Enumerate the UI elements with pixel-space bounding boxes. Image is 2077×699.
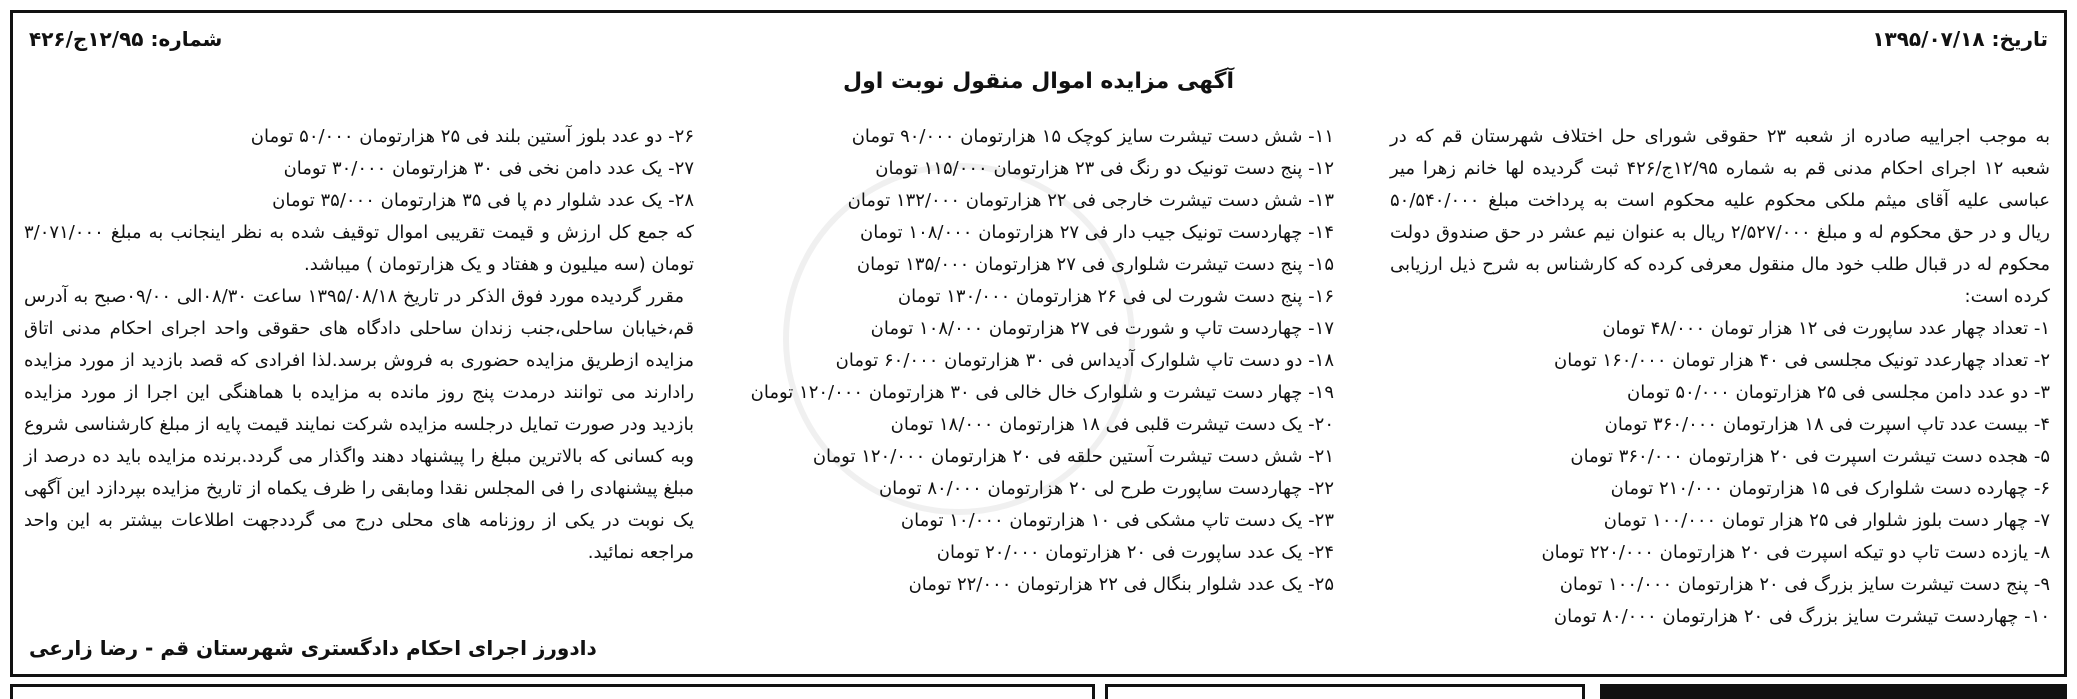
list-item: ۲۷- یک عدد دامن نخی فی ۳۰ هزارتومان ۳۰/۰۰۰ تومان bbox=[283, 158, 694, 179]
column-left bbox=[24, 121, 694, 569]
list-item: ۱۹- چهار دست تیشرت و شلوارک خال خالی فی ۳۰ هزارتومان ۱۲۰/۰۰۰ تومان bbox=[750, 382, 1334, 403]
list-item: ۲۶- دو عدد بلوز آستین بلند فی ۲۵ هزارتومان ۵۰/۰۰۰ تومان bbox=[250, 126, 694, 147]
auction-notice bbox=[10, 10, 2067, 677]
list-item: ۴- بیست عدد تاپ اسپرت فی ۱۸ هزارتومان ۳۶۰/۰۰۰ تومان bbox=[1604, 414, 2050, 435]
list-item: ۲۰- یک دست تیشرت قلبی فی ۱۸ هزارتومان ۱۸/۰۰۰ تومان bbox=[890, 414, 1334, 435]
list-item: ۱۰- چهاردست تیشرت سایز بزرگ فی ۲۰ هزارتومان ۸۰/۰۰۰ تومان bbox=[1553, 606, 2050, 627]
list-item: ۳- دو عدد دامن مجلسی فی ۲۵ هزارتومان ۵۰/۰۰۰ تومان bbox=[1626, 382, 2050, 403]
list-item: ۲۴- یک عدد ساپورت فی ۲۰ هزارتومان ۲۰/۰۰۰ تومان bbox=[936, 542, 1334, 563]
list-item: ۸- یازده دست تاپ دو تیکه اسپرت فی ۲۰ هزارتومان ۲۲۰/۰۰۰ تومان bbox=[1541, 542, 2050, 563]
items-list-2 bbox=[734, 121, 1334, 601]
total-paragraph: که جمع کل ارزش و قیمت تقریبی اموال توقیف شده به نظر اینجانب به مبلغ ۳/۰۷۱/۰۰۰ تومان (سه میلیون و هفتاد و یک هزارتومان ) میباشد. bbox=[24, 222, 694, 275]
list-item: ۱۵- پنج دست تیشرت شلواری فی ۲۷ هزارتومان ۱۳۵/۰۰۰ تومان bbox=[856, 254, 1334, 275]
next-notice-frame-left bbox=[10, 684, 1095, 699]
list-item: ۱۳- شش دست تیشرت خارجی فی ۲۲ هزارتومان ۱۳۲/۰۰۰ تومان bbox=[847, 190, 1334, 211]
list-item: ۵- هجده دست تیشرت اسپرت فی ۲۰ هزارتومان ۳۶۰/۰۰۰ تومان bbox=[1570, 446, 2050, 467]
auction-paragraph: مقرر گردیده مورد فوق الذکر در تاریخ ۱۳۹۵/۰۸/۱۸ ساعت ۰۸/۳۰الی ۰۹/۰۰صبح به آدرس قم،خیابان ساحلی،جنب زندان ساحلی دادگاه های حقوقی واحد اجرای احکام مدنی اتاق مزایده ازطریق مزایده حضوری به فروش برسد.لذا افرادی که قصد بازدید از مورد مزایده رادارند می توانند درمدت پنج روز مانده به مزایده با هماهنگی این اجرا از مورد مزایده بازدید ودر صورت تمایل درجلسه مزایده شرکت نمایند قیمت پایه از مبلغ کارشناسی شروع وبه کسانی که بالاترین مبلغ را پیشنهاد دهند واگذار می گردد.برنده مزایده باید ده درصد از مبلغ پیشنهادی را فی المجلس نقدا ومابقی را ظرف یکماه از تاریخ مزایده بپردازد این آگهی یک نوبت در یکی از روزنامه های محلی درج می گرددجهت اطلاعات بیشتر به این واحد مراجعه نمائید. bbox=[23, 286, 694, 563]
next-notice-frame-middle bbox=[1105, 684, 1585, 699]
list-item: ۱- تعداد چهار عدد ساپورت فی ۱۲ هزار تومان ۴۸/۰۰۰ تومان bbox=[1602, 318, 2050, 339]
list-item: ۱۱- شش دست تیشرت سایز کوچک ۱۵ هزارتومان ۹۰/۰۰۰ تومان bbox=[851, 126, 1334, 147]
notice-number: شماره: ۱۲/۹۵ج/۴۲۶ bbox=[29, 27, 223, 51]
list-item: ۲- تعداد چهارعدد تونیک مجلسی فی ۴۰ هزار تومان ۱۶۰/۰۰۰ تومان bbox=[1554, 350, 2050, 371]
items-list-3 bbox=[24, 121, 694, 217]
list-item: ۷- چهار دست بلوز شلوار فی ۲۵ هزار تومان ۱۰۰/۰۰۰ تومان bbox=[1603, 510, 2050, 531]
list-item: ۲۸- یک عدد شلوار دم پا فی ۳۵ هزارتومان ۳۵/۰۰۰ تومان bbox=[272, 190, 694, 211]
list-item: ۱۲- پنج دست تونیک دو رنگ فی ۲۳ هزارتومان ۱۱۵/۰۰۰ تومان bbox=[875, 158, 1334, 179]
list-item: ۲۲- چهاردست ساپورت طرح لی ۲۰ هزارتومان ۸۰/۰۰۰ تومان bbox=[878, 478, 1334, 499]
list-item: ۹- پنج دست تیشرت سایز بزرگ فی ۲۰ هزارتومان ۱۰۰/۰۰۰ تومان bbox=[1559, 574, 2050, 595]
list-item: ۱۶- پنج دست شورت لی فی ۲۶ هزارتومان ۱۳۰/۰۰۰ تومان bbox=[897, 286, 1334, 307]
list-item: ۲۳- یک دست تاپ مشکی فی ۱۰ هزارتومان ۱۰/۰۰۰ تومان bbox=[900, 510, 1334, 531]
items-list-1 bbox=[1390, 313, 2050, 633]
list-item: ۲۵- یک عدد شلوار بنگال فی ۲۲ هزارتومان ۲۲/۰۰۰ تومان bbox=[908, 574, 1334, 595]
list-item: ۶- چهارده دست شلوارک فی ۱۵ هزارتومان ۲۱۰/۰۰۰ تومان bbox=[1610, 478, 2050, 499]
column-right bbox=[1390, 121, 2050, 633]
list-item: ۱۸- دو دست تاپ شلوارک آدیداس فی ۳۰ هزارتومان ۶۰/۰۰۰ تومان bbox=[835, 350, 1334, 371]
column-middle bbox=[734, 121, 1334, 601]
list-item: ۱۴- چهاردست تونیک جیب دار فی ۲۷ هزارتومان ۱۰۸/۰۰۰ تومان bbox=[860, 222, 1334, 243]
notice-date: تاریخ: ۱۳۹۵/۰۷/۱۸ bbox=[1872, 27, 2048, 51]
next-notice-header-bar bbox=[1600, 684, 2067, 699]
intro-paragraph: به موجب اجراییه صادره از شعبه ۲۳ حقوقی شورای حل اختلاف شهرستان قم که در شعبه ۱۲ اجرای احکام مدنی قم به شماره ۱۲/۹۵ج/۴۲۶ ثبت گردیده لها خانم زهرا میر عباسی علیه آقای میثم ملکی محکوم علیه محکوم است به پرداخت مبلغ ۵۰/۵۴۰/۰۰۰ ریال و در حق محکوم له و مبلغ ۲/۵۲۷/۰۰۰ ریال به عنوان نیم عشر در حق صندوق دولت محکوم له در قبال طلب خود مال منقول معرفی کرده که کارشناس به شرح ذیل ارزیابی کرده است: bbox=[1390, 126, 2051, 307]
signature-line: دادورز اجرای احکام دادگستری شهرستان قم - رضا زارعی bbox=[29, 636, 597, 660]
notice-title: آگهی مزایده اموال منقول نوبت اول bbox=[842, 69, 1235, 94]
list-item: ۲۱- شش دست تیشرت آستین حلقه فی ۲۰ هزارتومان ۱۲۰/۰۰۰ تومان bbox=[812, 446, 1334, 467]
list-item: ۱۷- چهاردست تاپ و شورت فی ۲۷ هزارتومان ۱۰۸/۰۰۰ تومان bbox=[870, 318, 1334, 339]
